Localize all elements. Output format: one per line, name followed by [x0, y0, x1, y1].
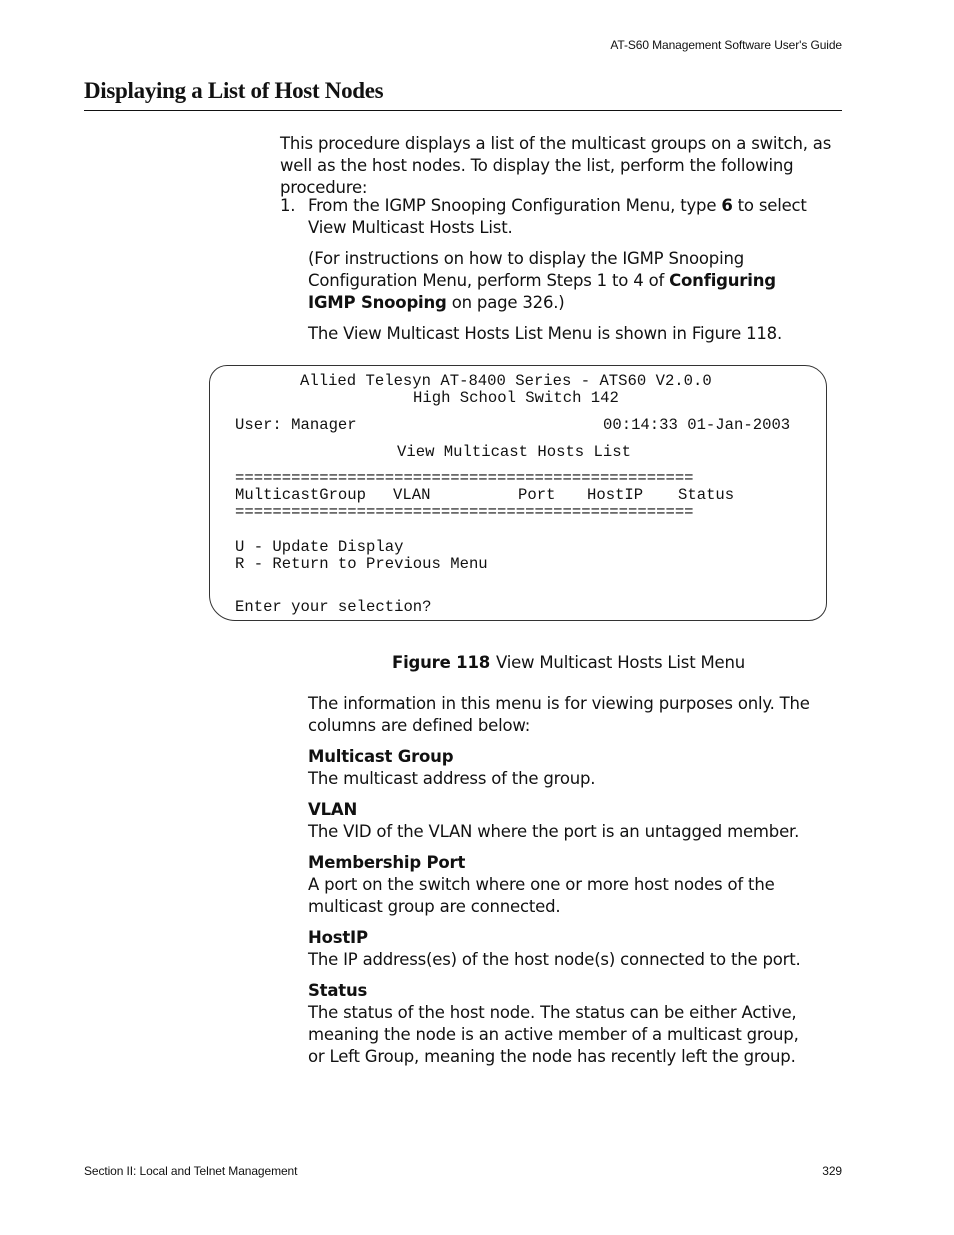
definition-term: HostIP	[308, 928, 368, 947]
running-header: AT-S60 Management Software User's Guide	[610, 38, 842, 52]
terminal-user: User: Manager	[235, 416, 357, 434]
column-header-status: Status	[678, 486, 735, 504]
step-number: 1.	[280, 196, 296, 215]
definition-hostip	[308, 927, 848, 971]
column-header-port: Port	[518, 486, 556, 504]
definition-term: Multicast Group	[308, 747, 454, 766]
definition-status	[308, 980, 808, 1068]
step-note: (For instructions on how to display the IGMP Snooping Configuration Menu, perform Steps 1 to 4 of Configuring IGMP Snooping on page 326.)	[308, 249, 776, 312]
definition-term: Status	[308, 981, 368, 1000]
option-update-display[interactable]: U - Update Display	[235, 538, 404, 556]
definition-multicast-group	[308, 746, 848, 790]
terminal-product-line: Allied Telesyn AT-8400 Series - ATS60 V2.0.0	[300, 372, 712, 390]
definition-description: The VID of the VLAN where the port is an untagged member.	[308, 822, 800, 841]
column-header-vlan: VLAN	[393, 486, 431, 504]
option-return-previous-menu[interactable]: R - Return to Previous Menu	[235, 555, 488, 573]
intro-paragraph: This procedure displays a list of the multicast groups on a switch, as well as the host nodes. To display the list, perform the following procedure:	[280, 134, 832, 197]
column-header-hostip: HostIP	[587, 486, 644, 504]
definition-vlan	[308, 799, 848, 843]
terminal-menu-title: View Multicast Hosts List	[397, 443, 631, 461]
definition-description: The IP address(es) of the host node(s) connected to the port.	[308, 950, 801, 969]
terminal-separator-top: =================================================	[235, 469, 694, 487]
column-header-multicast-group: MulticastGroup	[235, 486, 367, 504]
footer-section: Section II: Local and Telnet Management	[84, 1164, 298, 1178]
cross-reference-link[interactable]: Configuring IGMP Snooping	[308, 271, 776, 312]
definition-description: A port on the switch where one or more host nodes of the multicast group are connected.	[308, 875, 775, 916]
definition-membership-port	[308, 852, 778, 918]
page-title: Displaying a List of Host Nodes	[84, 78, 384, 103]
definition-term: VLAN	[308, 800, 358, 819]
selection-prompt[interactable]: Enter your selection?	[235, 598, 432, 616]
definition-description: The multicast address of the group.	[308, 769, 596, 788]
figure-caption: Figure 118 View Multicast Hosts List Menu	[392, 653, 746, 672]
info-paragraph: The information in this menu is for viewing purposes only. The columns are defined below:	[308, 694, 810, 735]
menu-key: 6	[721, 196, 733, 215]
page-number: 329	[822, 1164, 842, 1178]
terminal-screen	[209, 365, 827, 621]
figure-reference-text: The View Multicast Hosts List Menu is shown in Figure 118.	[308, 324, 783, 343]
terminal-datetime: 00:14:33 01-Jan-2003	[603, 416, 791, 434]
definition-description: The status of the host node. The status can be either Active, meaning the node is an active member of a multicast group, or Left Group, meaning the node has recently left the group.	[308, 1003, 799, 1066]
terminal-switch-name: High School Switch 142	[413, 389, 619, 407]
definition-term: Membership Port	[308, 853, 466, 872]
terminal-separator-bottom: =================================================	[235, 503, 694, 521]
step-1-text: From the IGMP Snooping Configuration Menu, type 6 to select View Multicast Hosts List.	[308, 196, 807, 237]
title-rule	[84, 110, 842, 111]
